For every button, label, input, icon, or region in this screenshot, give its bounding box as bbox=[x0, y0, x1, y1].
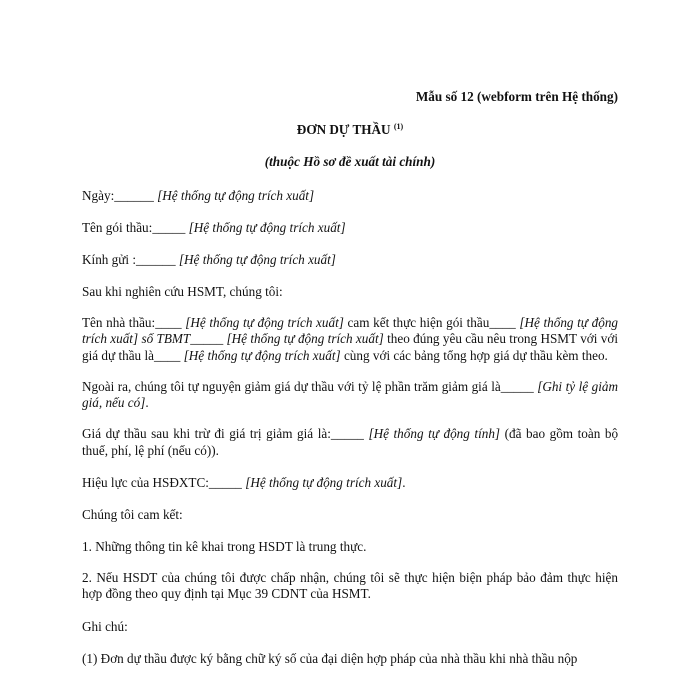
discount-text-2: . bbox=[145, 395, 149, 411]
intro-paragraph: Sau khi nghiên cứu HSMT, chúng tôi: bbox=[82, 284, 283, 299]
price-text-2: (đã bao gồm toàn bộ thuế, phí, lệ phí (nếu có)). bbox=[82, 426, 619, 458]
date-line bbox=[82, 187, 618, 204]
commitment-text-5: cùng với các bảng tổng hợp giá dự thầu kèm theo. bbox=[343, 347, 608, 363]
form-number: Mẫu số 12 (webform trên Hệ thống) bbox=[415, 89, 618, 104]
validity-text-2: . bbox=[402, 475, 406, 491]
commit-heading: Chúng tôi cam kết: bbox=[82, 507, 183, 523]
document-body bbox=[82, 187, 618, 682]
document-subtitle: (thuộc Hồ sơ đề xuất tài chính) bbox=[264, 154, 436, 169]
title-footnote-marker: (1) bbox=[393, 122, 404, 131]
date-hint: [Hệ thống tự động trích xuất] bbox=[157, 188, 315, 203]
price-paragraph bbox=[82, 426, 618, 459]
document-title bbox=[0, 122, 700, 138]
package-label: Tên gói thầu: bbox=[82, 220, 153, 235]
notes-heading: Ghi chú: bbox=[82, 618, 128, 634]
package-blank: _____ bbox=[152, 220, 186, 235]
validity-hint: [Hệ thống tự động trích xuất] bbox=[245, 475, 403, 491]
commitment-hint-4: [Hệ thống tự động trích xuất] bbox=[183, 347, 341, 363]
commitment-hint-2: [Hệ thống tự động trích xuất] bbox=[82, 315, 619, 347]
validity-line bbox=[82, 474, 618, 491]
commitment-text-1: Tên nhà thầu: bbox=[82, 315, 156, 330]
note-1: (1) Đơn dự thầu được ký bằng chữ ký số của đại diện hợp pháp của nhà thầu khi nhà thầu nộp bbox=[82, 650, 578, 666]
commitment-blank-3: _____ bbox=[190, 331, 224, 347]
recipient-hint: [Hệ thống tự động trích xuất] bbox=[178, 252, 336, 267]
commitment-text-2: cam kết thực hiện gói thầu bbox=[347, 315, 490, 330]
discount-blank: _____ bbox=[500, 378, 534, 394]
commitment-text-3: số TBMT bbox=[141, 331, 191, 347]
price-hint: [Hệ thống tự động tính] bbox=[368, 426, 501, 442]
recipient-blank: ______ bbox=[136, 252, 176, 267]
commitment-hint-1: [Hệ thống tự động trích xuất] bbox=[185, 315, 344, 330]
package-line bbox=[82, 219, 618, 236]
bidder-commitment-paragraph bbox=[82, 315, 618, 364]
date-label: Ngày: bbox=[82, 188, 115, 203]
discount-paragraph bbox=[82, 379, 618, 412]
date-blank: ______ bbox=[114, 188, 154, 203]
discount-text-1: Ngoài ra, chúng tôi tự nguyện giảm giá dự thầu với tỷ lệ phần trăm giảm giá là bbox=[82, 378, 501, 394]
validity-label: Hiệu lực của HSĐXTC: bbox=[82, 475, 209, 491]
recipient-label: Kính gửi : bbox=[82, 252, 137, 267]
commitment-hint-3: [Hệ thống tự động trích xuất] bbox=[226, 331, 384, 347]
commitment-blank-1: ____ bbox=[155, 315, 182, 330]
commitment-text-4: theo đúng yêu cầu nêu trong HSMT với với giá dự thầu là bbox=[82, 331, 618, 363]
commit-item-2: 2. Nếu HSDT của chúng tôi được chấp nhận, chúng tôi sẽ thực hiện biện pháp bảo đảm thực hiện hợp đồng theo quy định tại Mục 39 CDNT của HSMT. bbox=[82, 570, 618, 602]
price-blank: _____ bbox=[330, 426, 364, 442]
price-text-1: Giá dự thầu sau khi trừ đi giá trị giảm giá là: bbox=[82, 426, 331, 442]
discount-hint: [Ghi tỷ lệ giảm giá, nếu có] bbox=[82, 378, 618, 411]
commitment-blank-2: ____ bbox=[489, 315, 516, 330]
validity-blank: _____ bbox=[208, 475, 242, 491]
document-title-text: ĐƠN DỰ THẦU bbox=[296, 122, 391, 137]
package-hint: [Hệ thống tự động trích xuất] bbox=[188, 220, 346, 235]
recipient-line bbox=[82, 251, 618, 268]
commit-item-1: 1. Những thông tin kê khai trong HSDT là trung thực. bbox=[82, 539, 367, 555]
commitment-blank-4: ____ bbox=[153, 347, 181, 363]
